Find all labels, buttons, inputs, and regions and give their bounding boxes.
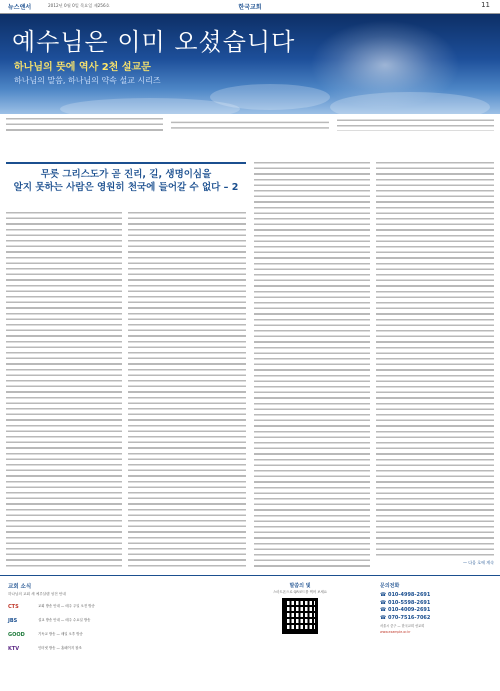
masthead: 뉴스앤서 xyxy=(8,4,32,11)
broadcaster-logo: JBS xyxy=(8,617,18,624)
article-column-4 xyxy=(376,162,494,558)
contact-title: 문의전화 xyxy=(380,583,400,589)
broadcast-entry xyxy=(8,600,198,613)
intro-text xyxy=(6,118,494,158)
phone-number: ☎ 010-4009-2691 xyxy=(380,607,431,613)
qr-code-icon[interactable] xyxy=(282,598,318,634)
article-column-1 xyxy=(6,212,122,570)
broadcast-info: 교회 방송 안내 — 매주 주일 오전 방송 xyxy=(38,604,95,609)
banner-caption: 하나님의 말씀, 하나님의 약속 설교 시리즈 xyxy=(14,76,161,85)
body-text xyxy=(376,162,494,558)
body-text xyxy=(6,212,122,570)
broadcast-entry xyxy=(8,614,198,627)
page-header xyxy=(0,0,500,14)
banner-title: 예수님은 이미 오셨습니다 xyxy=(12,28,296,56)
sermon-banner xyxy=(0,14,500,114)
broadcaster-logo: GOOD xyxy=(8,631,25,638)
banner-subtitle: 하나님의 뜻에 역사 2천 설교문 xyxy=(14,62,151,73)
phone-number: ☎ 010-4998-2691 xyxy=(380,592,431,598)
phone-number: ☎ 010-5598-2691 xyxy=(380,599,431,606)
broadcaster-logo: KTV xyxy=(8,645,20,652)
church-info-ad xyxy=(8,582,198,656)
broadcaster-logo: CTS xyxy=(8,603,19,610)
qr-ad-title: 말씀의 빛 xyxy=(289,583,311,589)
qr-ad-subtitle: 스마트폰으로 QR코드를 찍어 보세요 xyxy=(272,590,328,594)
broadcast-info: 설교 방송 안내 — 매주 수요일 방송 xyxy=(38,618,91,623)
body-text xyxy=(254,162,370,570)
phone-number: ☎ 070-7516-7062 xyxy=(380,614,431,621)
article-column-3 xyxy=(254,162,370,570)
issue-info: 2012년 0월 0일 목요일 제256호 xyxy=(48,3,110,8)
contact-address: 서울시 중구 — 한국교회 선교회 xyxy=(380,624,425,628)
ad-title: 교회 소식 xyxy=(8,584,32,590)
cloud-shape xyxy=(60,98,240,114)
contact-ad xyxy=(380,582,496,634)
article-title-line-2: 알지 못하는 사람은 영원히 천국에 들어갈 수 없다 – 2 xyxy=(13,182,239,193)
section-title: 한국교회 xyxy=(238,4,262,11)
article-column-2 xyxy=(128,212,246,570)
cloud-shape xyxy=(330,92,490,114)
qr-ad xyxy=(230,582,370,638)
website-link[interactable]: www.example.or.kr xyxy=(380,630,411,635)
body-text xyxy=(128,212,246,570)
broadcast-info: 인터넷 방송 — 홈페이지 참조 xyxy=(38,646,82,651)
broadcast-entry xyxy=(8,642,198,655)
page-number: 11 xyxy=(481,1,490,9)
closing-note: — 다음 호에 계속 xyxy=(463,560,494,565)
advertisement-bar xyxy=(0,575,500,691)
broadcast-info: 기독교 방송 — 매일 오후 방송 xyxy=(38,632,83,637)
article-closing xyxy=(376,560,494,570)
ad-description: 하나님의 교회 새 예루살렘 성전 안내 xyxy=(8,592,66,596)
article-title-line-1: 무릇 그리스도가 곧 진리, 길, 생명이심을 xyxy=(40,169,212,180)
article-title xyxy=(6,162,246,206)
intro-text-block xyxy=(6,118,494,131)
broadcast-entry xyxy=(8,628,198,641)
